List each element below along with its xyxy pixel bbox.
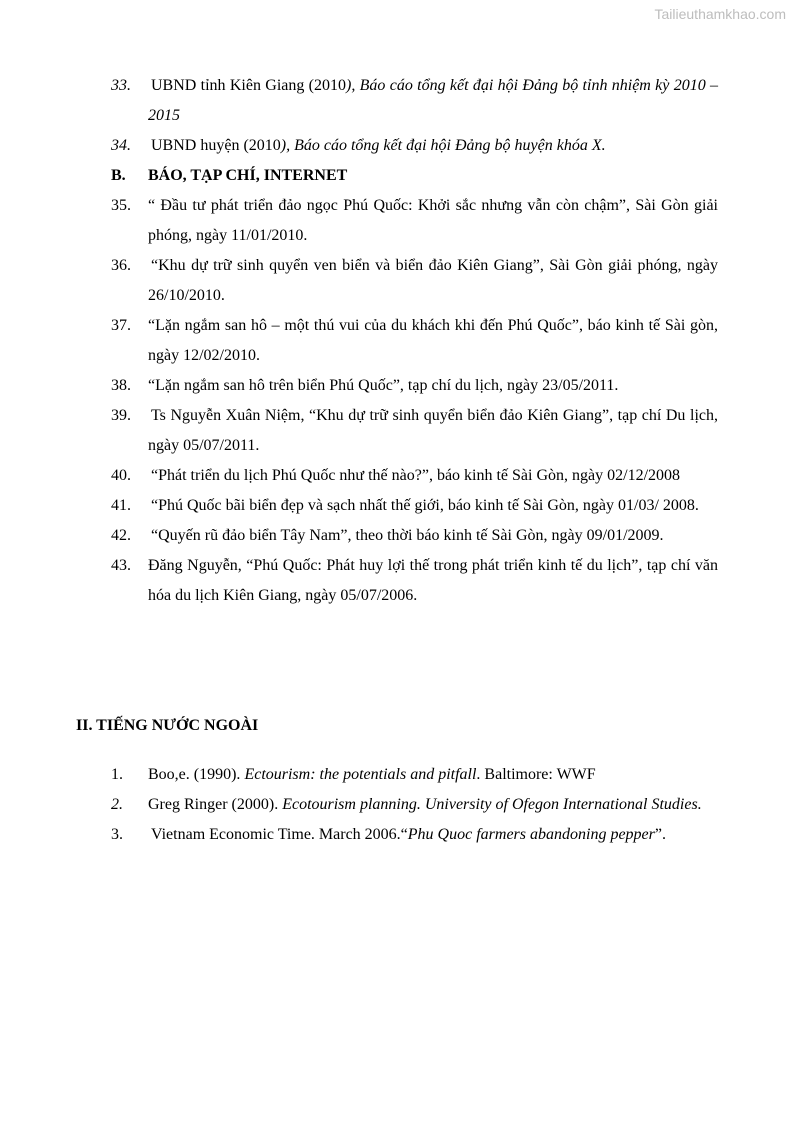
reference-number: 41. — [111, 497, 131, 514]
reference-text: Đăng Nguyễn, “Phú Quốc: Phát huy lợi thế trong phát triển kinh tế du lịch”, tạp chí văn hóa du lịch Kiên Giang, ngày 05/07/2006. — [148, 557, 718, 604]
reference-tail: ”. — [654, 826, 666, 843]
reference-number: 42. — [111, 527, 131, 544]
reference-text: “Phát triển du lịch Phú Quốc như thế nào?”, báo kinh tế Sài Gòn, ngày 02/12/2008 — [151, 467, 681, 484]
reference-text — [148, 760, 718, 790]
reference-item — [0, 551, 794, 611]
reference-number: 34. — [111, 137, 131, 154]
reference-text: “Khu dự trữ sinh quyển ven biển và biển đảo Kiên Giang”, Sài Gòn giải phóng, ngày 26/10/2010. — [148, 257, 718, 304]
reference-text — [148, 131, 718, 161]
reference-text: Ts Nguyễn Xuân Niệm, “Khu dự trữ sinh quyển biển đảo Kiên Giang”, tạp chí Du lịch, ngày 05/07/2011. — [148, 407, 718, 454]
reference-author: UBND huyện (2010 — [151, 137, 281, 154]
section-b-title: BÁO, TẠP CHÍ, INTERNET — [148, 167, 348, 184]
reference-number: 39. — [111, 407, 131, 424]
reference-text — [148, 790, 718, 820]
reference-number: 1. — [111, 766, 123, 783]
reference-title: ), Báo cáo tổng kết đại hội Đảng bộ huyện khóa X. — [280, 137, 606, 154]
reference-author: Vietnam Economic Time. March 2006.“ — [151, 826, 408, 843]
reference-number: 43. — [111, 557, 131, 574]
reference-number: 35. — [111, 197, 131, 214]
reference-item — [0, 251, 794, 311]
reference-number: 33. — [111, 77, 131, 94]
reference-item — [0, 790, 794, 820]
reference-item — [0, 461, 794, 491]
foreign-reference-list — [0, 760, 794, 850]
section-b-number: B. — [111, 167, 126, 184]
reference-item — [0, 71, 794, 131]
reference-number: 36. — [111, 257, 131, 274]
reference-author: Greg Ringer (2000). — [148, 796, 283, 813]
reference-item — [0, 131, 794, 161]
reference-list — [0, 71, 794, 611]
reference-item — [0, 191, 794, 251]
reference-text: “Quyến rũ đảo biển Tây Nam”, theo thời báo kinh tế Sài Gòn, ngày 09/01/2009. — [151, 527, 664, 544]
reference-text: “ Đầu tư phát triển đảo ngọc Phú Quốc: Khởi sắc nhưng vẫn còn chậm”, Sài Gòn giải phóng, ngày 11/01/2010. — [148, 197, 718, 244]
reference-text: “Lặn ngắm san hô trên biển Phú Quốc”, tạp chí du lịch, ngày 23/05/2011. — [148, 377, 619, 394]
reference-item — [0, 401, 794, 461]
reference-item — [0, 311, 794, 371]
reference-item — [0, 491, 794, 521]
reference-tail: . Baltimore: WWF — [476, 766, 596, 783]
reference-text: “Phú Quốc bãi biển đẹp và sạch nhất thế giới, báo kinh tế Sài Gòn, ngày 01/03/ 2008. — [151, 497, 699, 514]
reference-title: ), Báo cáo tổng kết đại hội Đảng bộ tỉnh nhiệm kỳ 2010 – 2015 — [148, 77, 719, 124]
section-ii-heading: II. TIẾNG NƯỚC NGOÀI — [76, 717, 259, 734]
watermark: Tailieuthamkhao.com — [654, 6, 786, 22]
reference-text — [148, 71, 718, 131]
reference-number: 38. — [111, 377, 131, 394]
reference-title: Phu Quoc farmers abandoning pepper — [407, 826, 655, 843]
reference-title: Ectourism: the potentials and pitfall — [244, 766, 477, 783]
reference-author: Boo,e. (1990). — [148, 766, 245, 783]
reference-text: “Lặn ngắm san hô – một thú vui của du khách khi đến Phú Quốc”, báo kinh tế Sài gòn, ngày 12/02/2010. — [148, 317, 718, 364]
reference-item — [0, 820, 794, 850]
reference-item — [0, 371, 794, 401]
reference-text — [148, 820, 718, 850]
reference-author: UBND tỉnh Kiên Giang (2010 — [151, 77, 347, 94]
reference-title: Ecotourism planning. University of Ofegon International Studies. — [282, 796, 702, 813]
section-b-heading — [0, 161, 794, 191]
reference-number: 3. — [111, 826, 123, 843]
reference-item — [0, 521, 794, 551]
reference-number: 2. — [111, 796, 123, 813]
reference-number: 37. — [111, 317, 131, 334]
reference-number: 40. — [111, 467, 131, 484]
reference-item — [0, 760, 794, 790]
